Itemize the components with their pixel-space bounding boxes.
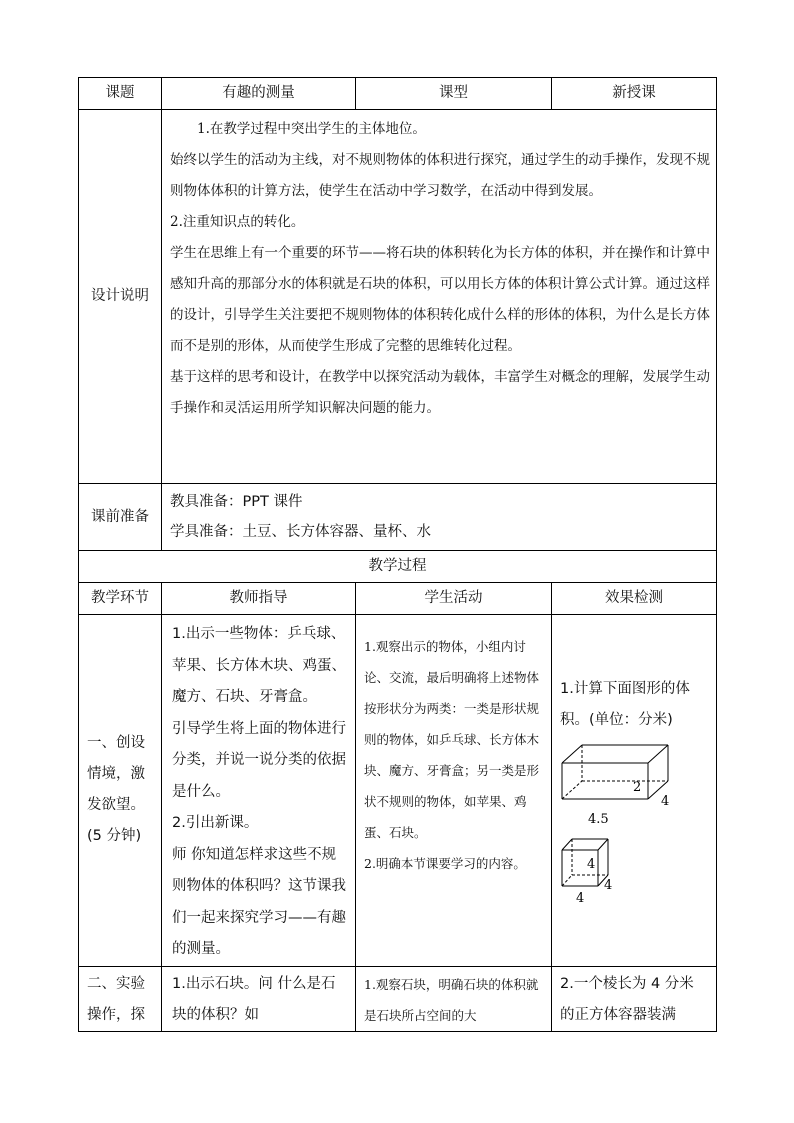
- prep-content: [162, 484, 717, 551]
- teacher-step-4: 师 你知道怎样求这些不规则物体的体积吗？这节课我们一起来探究学习——有趣的测量。: [172, 846, 346, 957]
- lesson-plan-table: [78, 77, 717, 1032]
- teacher-guidance-2: [162, 966, 356, 1031]
- design-notes: [162, 110, 717, 484]
- cube-depth-label: 4: [604, 878, 613, 893]
- col-stage-header: 教学环节: [79, 583, 162, 615]
- student-materials: 学具准备：土豆、长方体容器、量杯、水: [170, 524, 431, 540]
- design-paragraph-3: 基于这样的思考和设计，在教学中以探究活动为载体，丰富学生对概念的理解，发展学生动手操作和灵活运用所学知识解决问题的能力。: [170, 369, 710, 416]
- student-step-1: 1.观察出示的物体，小组内讨论、交流，最后明确将上述物体按形状分为两类：一类是形状规则的物体，如乒乓球、长方体木块、魔方、牙膏盒；另一类是形状不规则的物体，如苹果、鸡蛋、石块。: [364, 639, 540, 840]
- student-activity-2: [356, 966, 552, 1031]
- teacher-step-1: 1.出示一些物体：乒乓球、苹果、长方体木块、鸡蛋、魔方、石块、牙膏盒。: [172, 626, 346, 705]
- cuboid-height-label: 2: [633, 780, 642, 795]
- design-point-2: 2.注重知识点的转化。: [170, 214, 305, 230]
- stage-1: 一、创设情境，激发欲望。(5 分钟): [79, 615, 162, 967]
- design-label: 设计说明: [79, 110, 162, 484]
- stage-2: [79, 966, 162, 1031]
- col-effect-header: 效果检测: [552, 583, 717, 615]
- cube-height-label: 4: [587, 857, 596, 872]
- type-label: 课型: [356, 78, 552, 110]
- prep-label: 课前准备: [79, 484, 162, 551]
- process-title: 教学过程: [79, 551, 717, 583]
- effect-check-2: [552, 966, 717, 1031]
- cube-figure: [562, 839, 608, 886]
- teacher-materials: 教具准备：PPT 课件: [170, 494, 303, 510]
- cuboid-length-label: 4.5: [588, 812, 609, 827]
- cube-width-label: 4: [576, 891, 585, 906]
- student-step-2: 2.明确本节课要学习的内容。: [364, 856, 526, 871]
- col-student-header: 学生活动: [356, 583, 552, 615]
- exercise-1-text: 1.计算下面图形的体积。(单位：分米): [560, 681, 690, 728]
- teacher-step-2: 引导学生将上面的物体进行分类，并说一说分类的依据是什么。: [172, 720, 346, 800]
- teacher-guidance-1: [162, 615, 356, 967]
- cuboid-figures: [560, 738, 710, 908]
- col-teacher-header: 教师指导: [162, 583, 356, 615]
- type-value: 新授课: [552, 78, 717, 110]
- effect-check-1: [552, 615, 717, 967]
- topic-label: 课题: [79, 78, 162, 110]
- cuboid-depth-label: 4: [661, 794, 670, 809]
- design-paragraph-2: 学生在思维上有一个重要的环节——将石块的体积转化为长方体的体积，并在操作和计算中感知升高的那部分水的体积就是石块的体积，可以用长方体的体积计算公式计算。通过这样的设计，引导学生关注要把不规则物体的体积转化成什么样的形体的体积，为什么是长方体而不是别的形体，从而使学生形成了完整的思维转化过程。: [170, 245, 710, 354]
- student-step-2-1: 1.观察石块，明确石块的体积就是石块所占空间的大: [364, 976, 539, 1023]
- teacher-step-2-1: 1.出示石块。问 什么是石块的体积？如: [172, 975, 336, 1023]
- teacher-step-3: 2.引出新课。: [172, 815, 259, 831]
- exercise-2-text: 2.一个棱长为 4 分米的正方体容器装满: [560, 975, 694, 1023]
- topic-value: 有趣的测量: [162, 78, 356, 110]
- design-point-1: 1.在教学过程中突出学生的主体地位。: [197, 121, 426, 137]
- stage-2-text: 二、实验操作，探: [87, 975, 145, 1023]
- design-paragraph-1: 始终以学生的活动为主线，对不规则物体的体积进行探究，通过学生的动手操作，发现不规则物体体积的计算方法，使学生在活动中学习数学，在活动中得到发展。: [170, 152, 710, 199]
- cuboid-figure: [562, 745, 668, 799]
- student-activity-1: [356, 615, 552, 967]
